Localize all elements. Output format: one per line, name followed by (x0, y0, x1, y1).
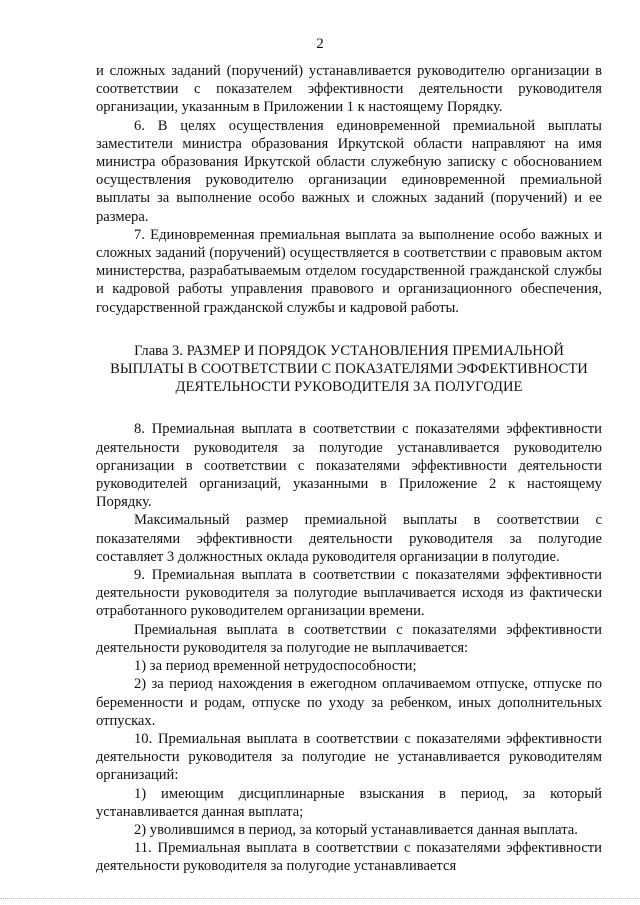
scan-edge-divider (0, 898, 640, 901)
list-item: 1) за период временной нетрудоспособности; (134, 658, 417, 675)
list-item: 1) имеющим дисциплинарные взыскания в период, за который устанавливается данная выплата; (96, 785, 602, 820)
paragraph: и сложных заданий (поручений) устанавливается руководителю организации в соответствии с показателем эффективности деятельности руководителя организации, указанным в Приложении 1 к настоящему Порядку. (96, 63, 602, 116)
paragraph: Максимальный размер премиальной выплаты в соответствии с показателями эффективности деятельности руководителя за полугодие составляет 3 должностных оклада руководителя организации в полугодие. (96, 512, 602, 565)
document-body (96, 62, 602, 876)
paragraph: 8. Премиальная выплата в соответствии с показателями эффективности деятельности руководителя за полугодие устанавливается руководителю организации в соответствии с показателями эффективности деятельности руководителей организаций, указанными в Приложение 2 к настоящему Порядку. (96, 421, 602, 511)
list-item: 2) уволившимся в период, за который устанавливается данная выплата. (134, 821, 578, 838)
chapter-title: Глава 3. РАЗМЕР И ПОРЯДОК УСТАНОВЛЕНИЯ ПРЕМИАЛЬНОЙ ВЫПЛАТЫ В СООТВЕТСТВИИ С ПОКАЗАТЕЛЯМИ ЭФФЕКТИВНОСТИ ДЕЯТЕЛЬНОСТИ РУКОВОДИТЕЛЯ ЗА ПОЛУГОДИЕ (110, 342, 588, 396)
paragraph: 7. Единовременная премиальная выплата за выполнение особо важных и сложных заданий (поручений) осуществляется в соответствии с правовым актом министерства, разрабатываемым отделом государственной гражданской службы и кадровой работы управления правового и организационного обеспечения, государственной гражданской службы и кадровой работы. (96, 226, 602, 316)
paragraph: Премиальная выплата в соответствии с показателями эффективности деятельности руководителя за полугодие не выплачивается: (96, 621, 602, 656)
paragraph: 11. Премиальная выплата в соответствии с показателями эффективности деятельности руководителя за полугодие устанавливается (96, 840, 602, 875)
paragraph: 9. Премиальная выплата в соответствии с показателями эффективности деятельности руководителя за полугодие выплачивается исходя из фактически отработанного руководителем организации времени. (96, 567, 602, 620)
list-item: 2) за период нахождения в ежегодном оплачиваемом отпуске, отпуске по беременности и родам, отпуске по уходу за ребенком, иных дополнительных отпусках. (96, 676, 602, 729)
paragraph: 10. Премиальная выплата в соответствии с показателями эффективности деятельности руководителя за полугодие не устанавливается руководителям организаций: (96, 730, 602, 784)
page-number: 2 (316, 36, 324, 52)
paragraph: 6. В целях осуществления единовременной премиальной выплаты заместители министра образования Иркутской области направляют на имя министра образования Иркутской области служебную записку с обоснованием осуществления руководителю организации единовременной премиальной выплаты за выполнение особо важных и сложных заданий (поручений) и ее размера. (96, 117, 602, 225)
